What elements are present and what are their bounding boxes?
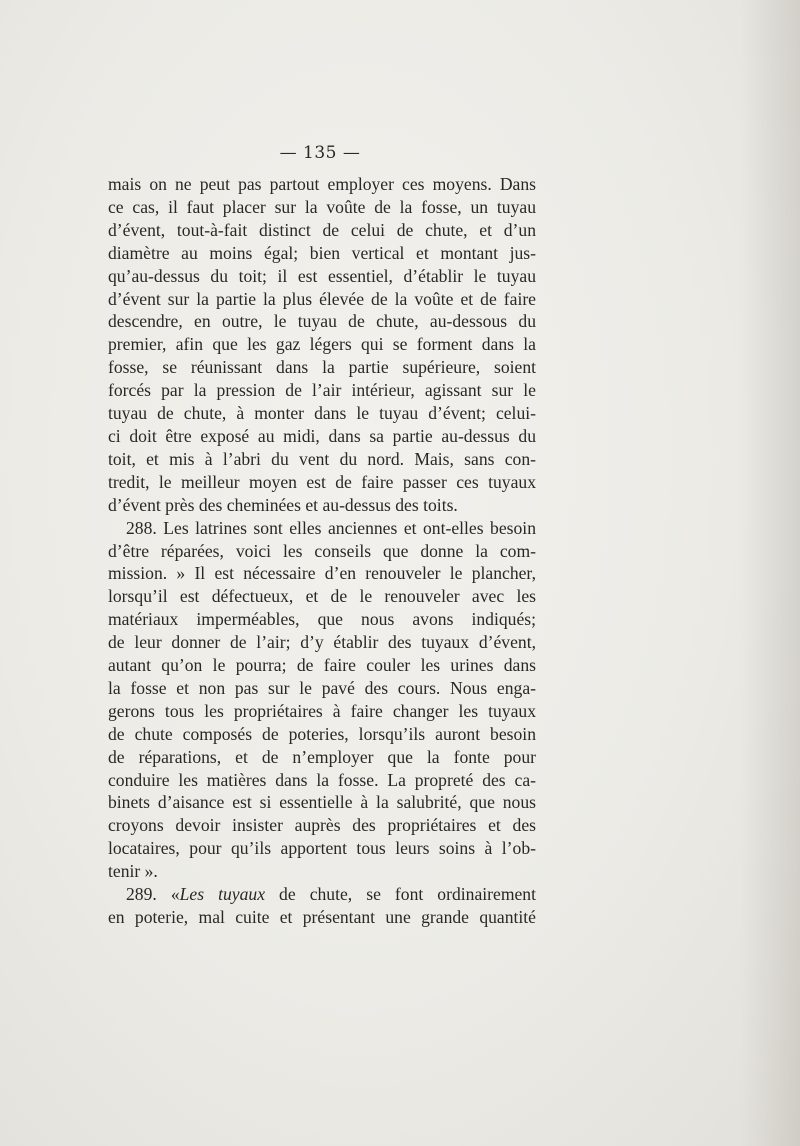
text-line: diamètre au moins égal; bien vertical et montant jus- [108, 242, 536, 263]
paragraph-289-first-line: 289. «Les tuyaux de chute, se font ordinairement [126, 884, 536, 905]
text-line: d’évent, tout-à-fait distinct de celui de chute, et d’un [108, 219, 536, 240]
text-line: toit, et mis à l’abri du vent du nord. Mais, sans con- [108, 448, 536, 469]
text-line: descendre, en outre, le tuyau de chute, au-dessous du [108, 311, 536, 332]
text-line: de leur donner de l’air; d’y établir des tuyaux d’évent, [108, 632, 536, 653]
text-line: qu’au-dessus du toit; il est essentiel, d’établir le tuyau [108, 265, 536, 286]
text-line: lorsqu’il est défectueux, et de le renouveler avec les [108, 586, 536, 607]
page-number: — 135 — [279, 143, 361, 163]
italic-phrase: Les tuyaux [179, 884, 266, 905]
text-line: tredit, le meilleur moyen est de faire passer ces tuyaux [108, 471, 536, 492]
text-line: fosse, se réunissant dans la partie supérieure, soient [108, 357, 536, 378]
text-line: binets d’aisance est si essentielle à la salubrité, que nous [108, 792, 536, 813]
paragraph-288-first-line: 288. Les latrines sont elles anciennes et ont-elles besoin [126, 517, 536, 538]
text-line: la fosse et non pas sur le pavé des cours. Nous enga- [108, 677, 536, 698]
text-line: croyons devoir insister auprès des propriétaires et des [108, 815, 536, 836]
text-line: d’évent près des cheminées et au-dessus des toits. [108, 494, 458, 515]
text-line: autant qu’on le pourra; de faire couler les urines dans [108, 655, 536, 676]
text-line: premier, afin que les gaz légers qui se forment dans la [108, 334, 536, 355]
text-line: tuyau de chute, à monter dans le tuyau d’évent; celui- [108, 403, 536, 424]
body-text [108, 173, 536, 929]
page-edge-shadow [740, 0, 800, 1146]
text-line: d’évent sur la partie la plus élevée de la voûte et de faire [108, 288, 536, 309]
text-line: ce cas, il faut placer sur la voûte de la fosse, un tuyau [108, 196, 536, 217]
text-line: tenir ». [108, 861, 158, 882]
text-line: mais on ne peut pas partout employer ces moyens. Dans [108, 174, 536, 194]
text-line: de chute composés de poteries, lorsqu’ils auront besoin [108, 723, 536, 744]
text-line: locataires, pour qu’ils apportent tous leurs soins à l’ob- [108, 838, 536, 859]
text-line: ci doit être exposé au midi, dans sa partie au-dessus du [108, 425, 536, 446]
text-line: d’être réparées, voici les conseils que donne la com- [108, 540, 536, 561]
text-line: de réparations, et de n’employer que la fonte pour [108, 746, 536, 767]
text-line: conduire les matières dans la fosse. La propreté des ca- [108, 769, 536, 790]
text-line: forcés par la pression de l’air intérieur, agissant sur le [108, 380, 536, 401]
text-line: gerons tous les propriétaires à faire changer les tuyaux [108, 700, 536, 721]
text-line: en poterie, mal cuite et présentant une grande quantité [108, 907, 536, 927]
text-line: mission. » Il est nécessaire d’en renouveler le plancher, [108, 563, 536, 584]
text-line: matériaux imperméables, que nous avons indiqués; [108, 609, 536, 630]
